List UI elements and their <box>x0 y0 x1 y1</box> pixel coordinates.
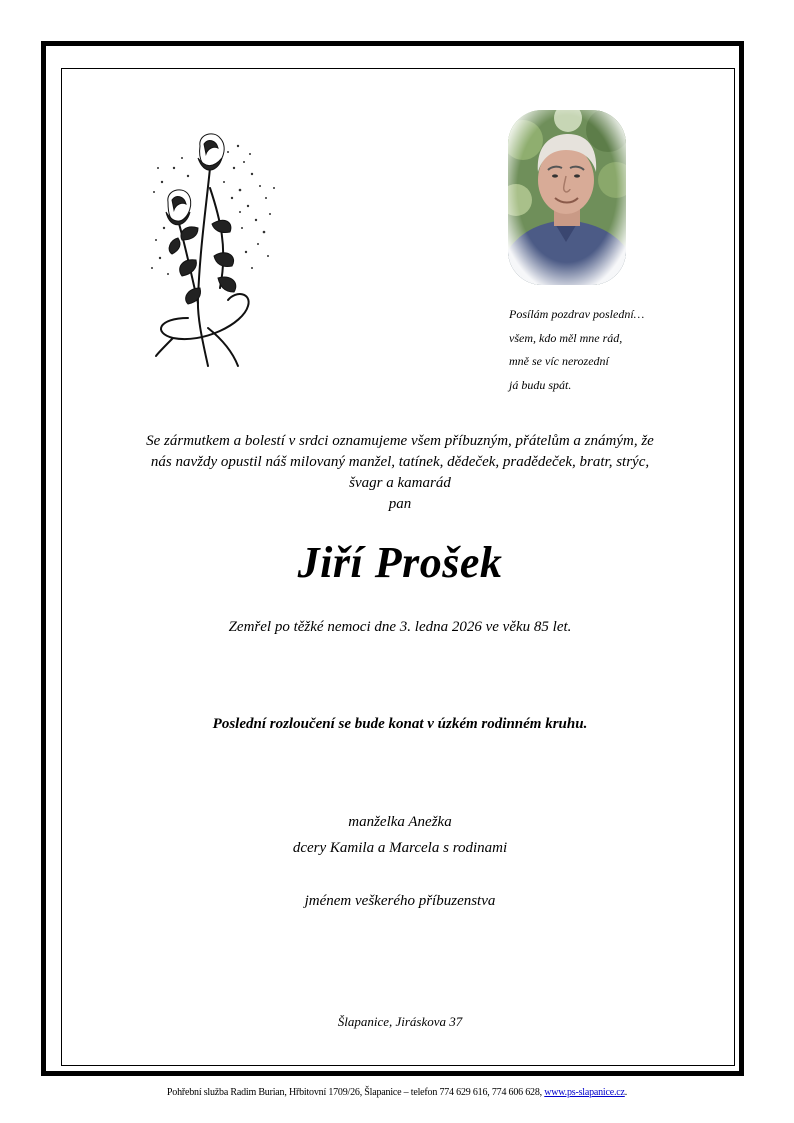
intro-line: nás navždy opustil náš milovaný manžel, tatínek, dědeček, pradědeček, bratr, strýc, <box>150 454 650 470</box>
mourner-daughters: dcery Kamila a Marcela s rodinami <box>292 840 508 856</box>
farewell-info: Poslední rozloučení se bude konat v úzkém rodinném kruhu. <box>212 716 588 732</box>
portrait-photo <box>508 110 626 285</box>
intro-line: Se zármutkem a bolestí v srdci oznamujeme všem příbuzným, přátelům a známým, že <box>146 433 654 449</box>
poem-line: všem, kdo měl mne rád, <box>509 330 623 345</box>
mourner-wife: manželka Anežka <box>348 814 452 830</box>
rose-bouquet-icon <box>148 128 280 378</box>
deceased-name: Jiří Prošek <box>297 538 503 587</box>
poem-line: Posílám pozdrav poslední… <box>509 307 645 321</box>
announcement-intro <box>100 431 700 494</box>
poem-line: já budu spát. <box>509 377 572 392</box>
footer-website-link[interactable]: www.ps-slapanice.cz <box>544 1087 625 1098</box>
address: Šlapanice, Jiráskova 37 <box>337 1014 463 1029</box>
intro-line: švagr a kamarád <box>349 475 451 491</box>
mourner-family: jménem veškerého příbuzenstva <box>304 893 496 909</box>
death-info: Zemřel po těžké nemoci dne 3. ledna 2026 ve věku 85 let. <box>228 619 572 635</box>
footer-text: Pohřební služba Radim Burian, Hřbitovní 1709/26, Šlapanice – telefon 774 629 616, 774 606 628, <box>166 1087 545 1098</box>
poem <box>509 303 709 397</box>
honorific: pan <box>388 496 412 512</box>
footer: Pohřební služba Radim Burian, Hřbitovní 1709/26, Šlapanice – telefon 774 629 616, 774 606 628, www.ps-slapanice.cz. <box>166 1087 628 1098</box>
poem-line: mně se víc nerozední <box>509 354 609 368</box>
